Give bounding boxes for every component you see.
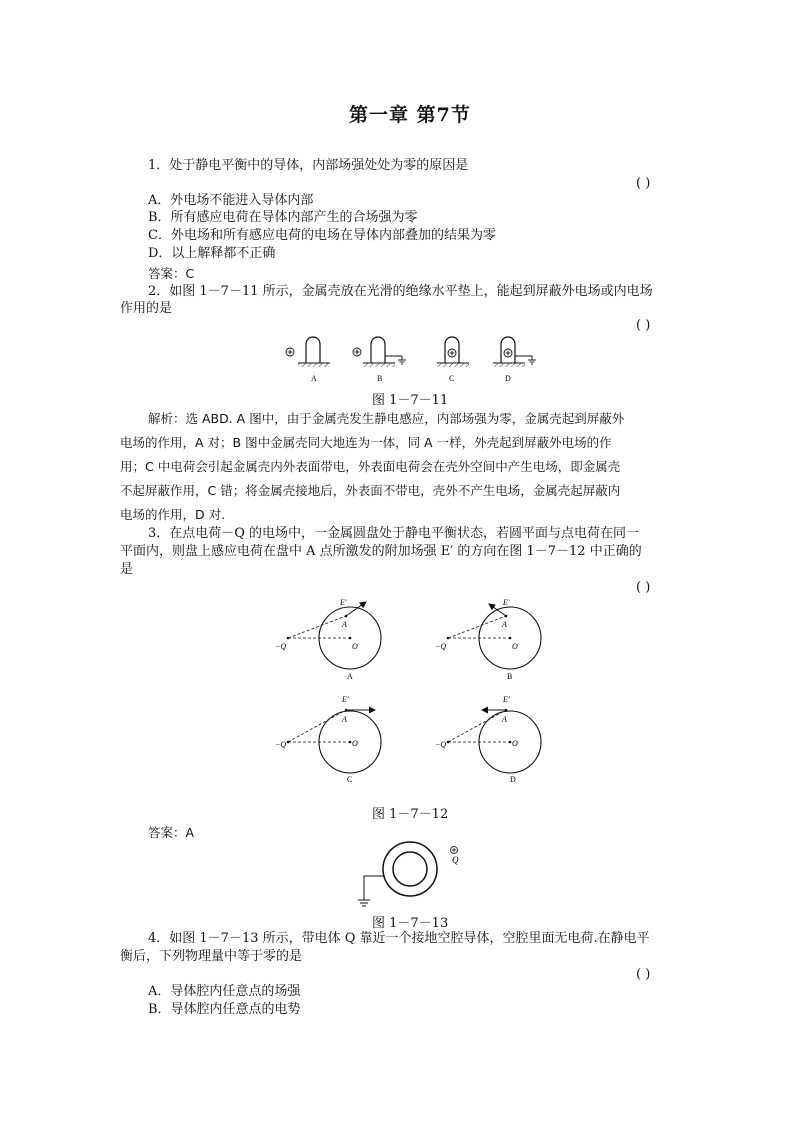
q3-stem-line2: 平面内，则盘上感应电荷在盘中 A 点所激发的附加场强 E′ 的方向在图 1－7－12 中正确的 — [120, 544, 642, 559]
fig11-label-d: D — [505, 374, 511, 383]
svg-text:E′: E′ — [503, 598, 510, 607]
fig12-panel-d — [435, 695, 541, 784]
svg-text:B: B — [507, 672, 513, 681]
q4-stem-line2: 衡后，下列物理量中等于零的是 — [120, 949, 303, 964]
svg-text:D: D — [510, 775, 516, 784]
svg-text:−Q: −Q — [435, 642, 447, 651]
fig11-panel-b — [353, 337, 406, 367]
svg-text:O: O — [512, 642, 518, 651]
q2-analysis-line2: 电场的作用，A 对；B 图中金属壳同大地连为一体，同 A 一样，外壳起到屏蔽外电场的作 — [120, 435, 612, 450]
q2-stem-line2: 作用的是 — [120, 301, 173, 316]
svg-text:−Q: −Q — [275, 642, 287, 651]
fig11-panel-c — [437, 337, 469, 367]
q1-option-a: A．外电场不能进入导体内部 — [148, 193, 314, 208]
q3-stem-line3: 是 — [120, 562, 134, 577]
q1-bracket: ( ) — [636, 176, 651, 191]
svg-text:A: A — [502, 715, 507, 724]
figure-1-7-12 — [270, 592, 560, 792]
svg-text:E′: E′ — [342, 695, 349, 704]
q2-analysis-line4: 不起屏蔽作用，C 错；将金属壳接地后，外表面不带电，壳外不产生电场，金属壳起屏蔽内 — [120, 483, 621, 498]
q2-bracket: ( ) — [636, 318, 651, 333]
q1-option-b: B．所有感应电荷在导体内部产生的合场强为零 — [148, 210, 418, 225]
q3-answer: 答案：A — [148, 825, 195, 840]
q1-option-c: C．外电场和所有感应电荷的电场在导体内部叠加的结果为零 — [148, 228, 496, 243]
figure-1-7-13 — [350, 838, 470, 913]
fig12-caption: 图 1－7－12 — [372, 807, 449, 822]
svg-text:−Q: −Q — [275, 740, 287, 749]
svg-text:C: C — [347, 775, 353, 784]
q4-stem-line1: 4．如图 1－7－13 所示，带电体 Q 靠近一个接地空腔导体，空腔里面无电荷.在静电平 — [148, 931, 650, 946]
svg-text:E′: E′ — [340, 598, 347, 607]
fig13-charge-label: Q — [452, 855, 459, 865]
q1-stem: 1．处于静电平衡中的导体，内部场强处处为零的原因是 — [148, 158, 469, 173]
q2-stem-line1: 2．如图 1－7－11 所示，金属壳放在光滑的绝缘水平垫上，能起到屏蔽外电场或内电场 — [148, 284, 653, 299]
q2-analysis-line3: 用；C 中电荷会引起金属壳内外表面带电，外表面电荷会在壳外空间中产生电场，即金属壳 — [120, 459, 621, 474]
q4-bracket: ( ) — [636, 967, 651, 982]
fig11-label-b: B — [377, 374, 383, 383]
figure-1-7-11 — [280, 332, 550, 388]
fig12-panel-a — [275, 598, 381, 681]
q3-stem-line1: 3．在点电荷－Q 的电场中，一金属圆盘处于静电平衡状态，若圆平面与点电荷在同一 — [148, 526, 640, 541]
svg-text:A: A — [347, 672, 353, 681]
svg-text:O: O — [352, 739, 358, 748]
fig11-caption: 图 1－7－11 — [372, 393, 449, 408]
q2-analysis-line1: 解析：选 ABD. A 图中，由于金属壳发生静电感应，内部场强为零，金属壳起到屏蔽外 — [148, 411, 625, 426]
svg-text:−Q: −Q — [435, 740, 447, 749]
svg-text:A: A — [342, 620, 347, 629]
fig11-label-c: C — [449, 374, 455, 383]
fig11-panel-d — [493, 337, 536, 367]
q4-option-b: B．导体腔内任意点的电势 — [148, 1002, 301, 1017]
q4-option-a: A．导体腔内任意点的场强 — [148, 984, 301, 999]
fig11-panel-a — [286, 337, 330, 367]
fig12-panel-c — [275, 695, 381, 784]
svg-text:O: O — [352, 642, 358, 651]
q2-analysis-line5: 电场的作用，D 对. — [120, 507, 226, 522]
page-title: 第一章 第7节 — [349, 104, 471, 126]
fig11-label-a: A — [311, 374, 317, 383]
q3-bracket: ( ) — [636, 580, 651, 595]
svg-text:E′: E′ — [503, 695, 510, 704]
svg-text:O: O — [512, 739, 518, 748]
svg-text:A: A — [502, 620, 507, 629]
fig12-panel-b — [435, 598, 541, 681]
fig13-caption: 图 1－7－13 — [372, 916, 449, 931]
svg-text:A: A — [342, 715, 347, 724]
q1-answer: 答案：C — [148, 266, 195, 281]
q1-option-d: D．以上解释都不正确 — [148, 246, 276, 261]
